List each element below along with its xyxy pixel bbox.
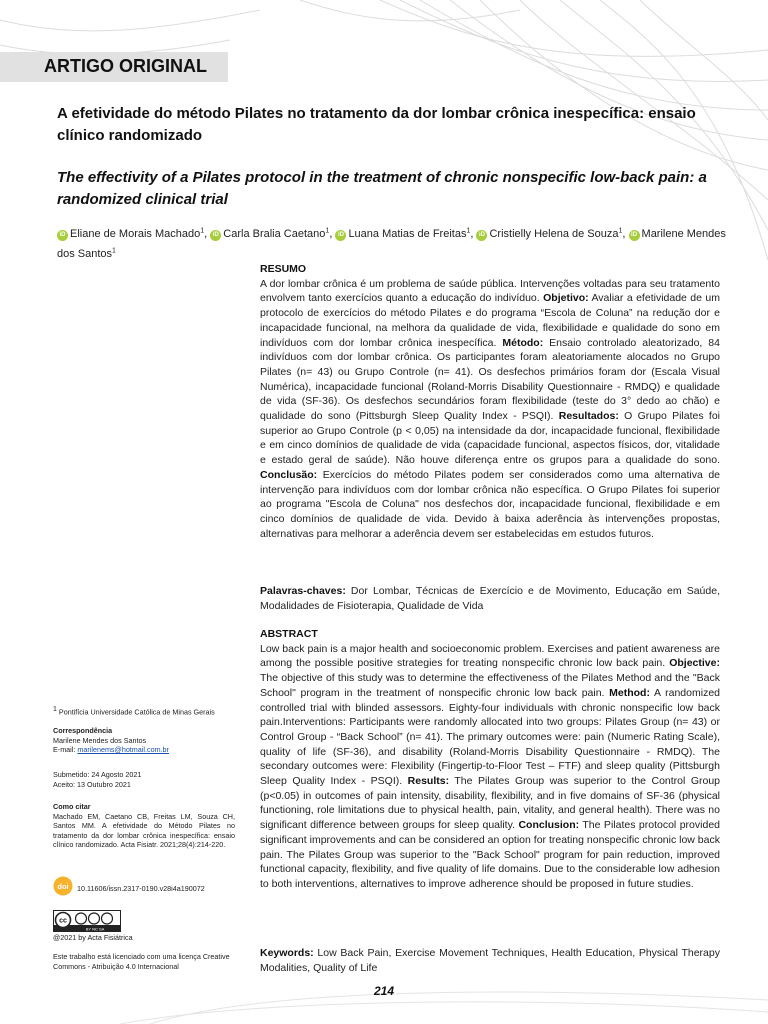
orcid-icon[interactable]: iD bbox=[57, 230, 68, 241]
resumo-heading: RESUMO bbox=[260, 263, 307, 275]
resumo-body: A dor lombar crônica é um problema de saúde pública. Intervenções voltadas para seu tratamento envolvem tanto exercícios quanto a educação do indivíduo. Objetivo: Avaliar a efetividade de um protocolo de exercícios do método Pilates e do programa “Escola de Coluna” na redução dor e incapacidade funcional, na melhora da qualidade de vida, flexibilidade e qualidade do sono em indivíduos com dor lombar crônica inespecífica. Método: Ensaio controlado aleatorizado, 84 indivíduos com dor lombar crônica. Os participantes foram aleatoriamente alocados no Grupo Pilates (n= 43) ou Grupo Controle (n= 41). Os desfechos primários foram dor (Escala Visual Numérica), incapacidade funcional (Roland-Morris Disability Questionnaire - RMDQ) e qualidade de vida (SF-36). Os desfechos secundários foram flexibilidade (teste do 3° dedo ao chão) e qualidade do sono (Pittsburgh Sleep Quality Index - PSQI). Resultados: O Grupo Pilates foi superior ao Grupo Controle (p < 0,05) na intensidade da dor, incapacidade funcional, flexibilidade e em cinco domínios de qualidade de vida (capacidade funcional, aspectos físicos, dor, vitalidade e estado geral de saúde). Não houve diferença entre os grupos para a qualidade do sono. Conclusão: Exercícios do método Pilates podem ser considerados como uma alternativa de intervenção para indivíduos com dor lombar crônica não específica. O Grupo Pilates foi superior ao programa "Escola de Coluna" nos desfechos dor, incapacidade funcional, flexibilidade e em cinco domínios de qualidade de vida. Devido à baixa aderência às intervenções propostas, alternativas para melhorar a aderência devem ser estabelecidas em estudos futuros. bbox=[260, 277, 721, 540]
orcid-icon[interactable]: iD bbox=[335, 230, 346, 241]
copyright: @2021 by Acta Fisiátrica bbox=[53, 933, 133, 942]
orcid-icon[interactable]: iD bbox=[476, 230, 487, 241]
author-item: iD Eliane de Morais Machado$^1$, bbox=[57, 228, 210, 240]
author-affiliation-sup: 1 bbox=[200, 227, 205, 234]
article-type-banner bbox=[0, 52, 228, 82]
doi-link[interactable]: 10.11606/issn.2317-0190.v28i4a190072 bbox=[77, 884, 205, 893]
author-affiliation-sup: 1 bbox=[466, 227, 471, 234]
author-name: Eliane de Morais Machado bbox=[70, 227, 201, 240]
correspondence: Correspondência Marilene Mendes dos Santos E-mail: marilenems@hotmail.com.br bbox=[53, 726, 235, 755]
creative-commons-badge-icon[interactable] bbox=[53, 910, 121, 932]
svg-text:BY NC SA: BY NC SA bbox=[85, 926, 105, 932]
dates bbox=[53, 770, 235, 789]
author-item: iD Cristielly Helena de Souza$^1$, bbox=[476, 228, 628, 240]
page-number: 214 bbox=[373, 984, 395, 998]
how-to-cite bbox=[53, 802, 235, 850]
author-name: Luana Matias de Freitas bbox=[348, 227, 467, 240]
article-type-label: ARTIGO ORIGINAL bbox=[44, 56, 207, 76]
abstract-heading: ABSTRACT bbox=[260, 628, 318, 640]
abstract-body: Low back pain is a major health and socioeconomic problem. Exercises and patient awareness are among the possible positive strategies for treating nonspecific chronic low back pain. Objective: The objective of this study was to determine the effectiveness of the Pilates Method and the "Back School" program in the treatment of nonspecific chronic low back pain. Method: A randomized controlled trial with blinded assessors. Eighty-four individuals with chronic nonspecific low back pain.Interventions: Participants were randomly allocated into two groups: Pilates Group (n= 43) or Control Group - “Back School” (n= 41). The primary outcomes were: pain (Numeric Rating Scale), quality of life (SF-36), and disability (Roland-Morris Disability Questionnaire - RMDQ). The secondary outcomes were: Flexibility (Fingertip-to-Floor Test – FTF) and sleep quality (Pittsburgh Sleep Quality Index - PSQI). Results: The Pilates Group was superior to the Control Group (p<0.05) in outcomes of pain intensity, disability, flexibility, and in five domains of SF-36 (physical functioning, role limitations due to physical health, pain, vitality, and general health). There was no significant difference between groups for sleep quality. Conclusion: The Pilates protocol provided significant improvements and can be considered an option for treating nonspecific chronic low back pain. The Pilates Group was superior to the "Back School" program for pain reduction, improved functional capacity, flexibility, and five quality of life domains. Due to the considerable low adhesion to both interventions, alternatives to improve adherence should be proposed in future studies. bbox=[260, 642, 720, 890]
orcid-icon[interactable]: iD bbox=[210, 230, 221, 241]
resumo-section bbox=[260, 262, 720, 541]
title-english: The effectivity of a Pilates protocol in the treatment of chronic nonspecific low-back pain: a randomized clinical trial bbox=[57, 169, 707, 208]
doi-icon[interactable] bbox=[53, 876, 73, 896]
keywords-label: Keywords: bbox=[260, 947, 314, 959]
author-name: Marilene Mendes dos Santos bbox=[57, 227, 726, 261]
author-affiliation-sup: 1 bbox=[618, 227, 623, 234]
author-list bbox=[57, 222, 737, 263]
svg-text:doi: doi bbox=[57, 882, 69, 891]
cite-text: Machado EM, Caetano CB, Freitas LM, Souza CH, Santos MM. A efetividade do Método Pilates no tratamento da dor lombar crônica inespecífica: ensaio clínico randomizado. Acta Fisiatr. 2021;28(4):214-220. bbox=[53, 811, 235, 849]
palavras-chaves-label: Palavras-chaves: bbox=[260, 585, 346, 597]
author-item: iD Carla Bralia Caetano$^1$, bbox=[210, 228, 335, 240]
cite-label: Como citar bbox=[53, 802, 91, 811]
correspondence-name: Marilene Mendes dos Santos bbox=[53, 735, 147, 745]
keywords: Keywords: Low Back Pain, Exercise Movement Techniques, Health Education, Physical Therapy Modalities, Quality of Life bbox=[260, 947, 720, 974]
license-text: Este trabalho está licenciado com uma licença Creative Commons - Atribuição 4.0 Internacional bbox=[53, 952, 230, 971]
affiliation: $^1$ Pontifícia Universidade Católica de Minas Gerais bbox=[53, 706, 215, 717]
email-link[interactable]: marilenems@hotmail.com.br bbox=[77, 745, 169, 754]
author-name: Cristielly Helena de Souza bbox=[489, 227, 619, 240]
abstract-section bbox=[260, 627, 720, 892]
author-name: Carla Bralia Caetano bbox=[223, 227, 326, 240]
correspondence-label: Correspondência bbox=[53, 726, 113, 735]
palavras-chaves: Palavras-chaves: Dor Lombar, Técnicas de Exercício e de Movimento, Educação em Saúde, Modalidades de Fisioterapia, Qualidade de Vida bbox=[260, 585, 720, 612]
title-portuguese: A efetividade do método Pilates no tratamento da dor lombar crônica inespecífica: ensaio clínico randomizado bbox=[57, 105, 696, 144]
author-affiliation-sup: 1 bbox=[112, 247, 116, 255]
author-affiliation-sup: 1 bbox=[325, 227, 330, 234]
svg-text:cc: cc bbox=[59, 917, 67, 925]
author-item: iD Luana Matias de Freitas$^1$, bbox=[335, 228, 476, 240]
orcid-icon[interactable]: iD bbox=[629, 230, 640, 241]
submitted-date: Submetido: 24 Agosto 2021 bbox=[53, 770, 142, 779]
accepted-date: Aceito: 13 Outubro 2021 bbox=[53, 779, 131, 789]
